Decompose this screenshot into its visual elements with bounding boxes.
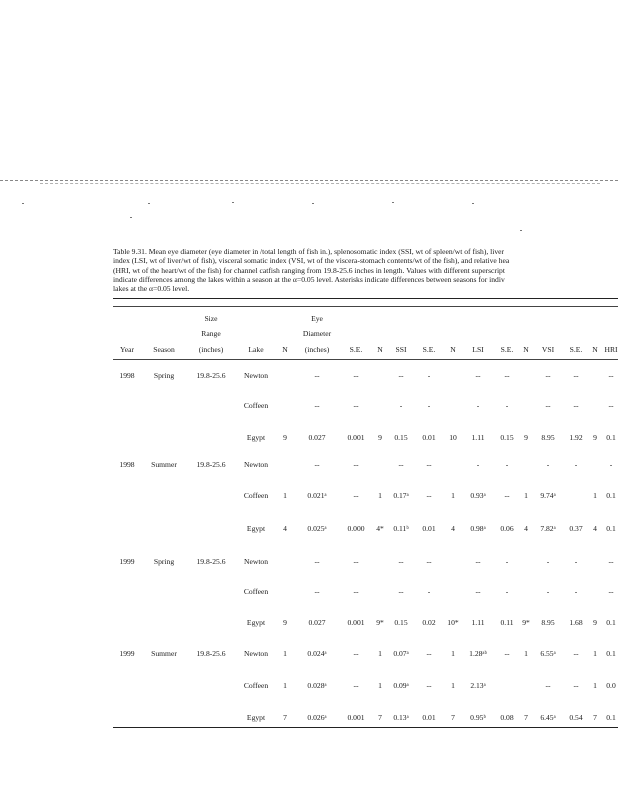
cell-lsi-se: - — [505, 557, 509, 566]
cell-eye-diameter: 0.021ᵃ — [307, 491, 327, 500]
header-hri: HRI — [604, 345, 618, 354]
scan-speck — [232, 202, 234, 203]
header-n: N — [450, 345, 456, 354]
cell-ssi: 0.07ᵃ — [393, 649, 409, 658]
cell-n: 9 — [378, 433, 382, 442]
cell-hri: -- — [608, 401, 614, 410]
cell-eye-diameter: 0.027 — [308, 618, 326, 627]
cell-n: 10* — [447, 618, 459, 627]
cell-eye-se: -- — [353, 371, 359, 380]
cell-lsi-se: -- — [504, 371, 510, 380]
cell-size-range: 19.8-25.6 — [196, 649, 226, 658]
cell-ssi-se: -- — [426, 491, 432, 500]
cell-n: 4 — [283, 524, 287, 533]
cell-ssi-se: - — [427, 371, 431, 380]
cell-ssi: 0.15 — [394, 618, 408, 627]
cell-n: 1 — [593, 649, 597, 658]
cell-ssi: 0.09ᵃ — [393, 681, 409, 690]
header-se: S.E. — [349, 345, 363, 354]
cell-n: 9 — [593, 618, 597, 627]
header-vsi: VSI — [541, 345, 555, 354]
cell-n: 1 — [378, 491, 382, 500]
cell-eye-diameter: 0.025ᵃ — [307, 524, 327, 533]
cell-season: Spring — [153, 557, 175, 566]
cell-ssi-se: -- — [426, 460, 432, 469]
scan-speck — [130, 217, 132, 218]
cell-vsi-se: -- — [573, 371, 579, 380]
cell-n: 1 — [593, 491, 597, 500]
cell-lsi-se: 0.08 — [500, 713, 514, 722]
cell-hri: 0.1 — [606, 491, 616, 500]
cell-lsi-se: -- — [504, 649, 510, 658]
cell-hri: 0.0 — [606, 681, 616, 690]
cell-ssi: 0.15 — [394, 433, 408, 442]
cell-ssi-se: -- — [426, 557, 432, 566]
scan-speck — [520, 230, 522, 231]
cell-ssi-se: 0.01 — [422, 524, 436, 533]
cell-season: Spring — [153, 371, 175, 380]
cell-eye-se: 0.001 — [347, 618, 365, 627]
cell-vsi: 7.82ᵃ — [540, 524, 556, 533]
cell-lake: Newton — [243, 371, 269, 380]
cell-hri: -- — [608, 587, 614, 596]
cell-hri: -- — [608, 371, 614, 380]
caption-line: index (LSI, wt of liver/wt of fish), visceral somatic index (VSI, wt of the viscera-stomach contents/wt of the fish), and relative hea — [113, 256, 510, 266]
cell-n: 7 — [283, 713, 287, 722]
cell-n: 1 — [378, 681, 382, 690]
scan-speck — [392, 202, 394, 203]
cell-n: 1 — [283, 649, 287, 658]
cell-hri: 0.1 — [606, 618, 616, 627]
cell-n: 4 — [524, 524, 528, 533]
scan-speck — [22, 203, 24, 204]
cell-n: 1 — [283, 681, 287, 690]
cell-eye-diameter: 0.027 — [308, 433, 326, 442]
cell-lake: Coffeen — [243, 401, 269, 410]
cell-n: 1 — [524, 649, 528, 658]
caption-line: (HRI, wt of the heart/wt of the fish) for channel catfish ranging from 19.8-25.6 inches in length. Values with different superscript — [113, 265, 505, 275]
cell-vsi: - — [546, 557, 550, 566]
table-bottom-rule — [113, 727, 618, 728]
cell-eye-diameter: -- — [314, 460, 320, 469]
cell-n: 1 — [451, 681, 455, 690]
header-eye-3: (inches) — [304, 345, 330, 354]
cell-lsi: - — [476, 401, 480, 410]
cell-eye-se: 0.001 — [347, 713, 365, 722]
cell-vsi: 8.95 — [541, 433, 555, 442]
cell-season: Summer — [151, 649, 177, 658]
cell-vsi: 8.95 — [541, 618, 555, 627]
cell-n: 7 — [451, 713, 455, 722]
cell-lake: Egypt — [246, 524, 266, 533]
cell-eye-diameter: 0.026ᵃ — [307, 713, 327, 722]
cell-lsi-se: - — [505, 587, 509, 596]
header-se: S.E. — [422, 345, 436, 354]
table-top-rule — [113, 298, 618, 299]
cell-lsi-se: 0.06 — [500, 524, 514, 533]
cell-eye-se: 0.001 — [347, 433, 365, 442]
cell-lsi: -- — [475, 371, 481, 380]
cell-lsi: - — [476, 460, 480, 469]
cell-vsi: - — [546, 587, 550, 596]
cell-lake: Egypt — [246, 713, 266, 722]
cell-ssi-se: 0.01 — [422, 713, 436, 722]
cell-vsi: 6.55ᵃ — [540, 649, 556, 658]
cell-n: 1 — [451, 649, 455, 658]
cell-eye-se: -- — [353, 491, 359, 500]
cell-ssi-se: 0.02 — [422, 618, 436, 627]
header-n: N — [377, 345, 383, 354]
cell-ssi-se: -- — [426, 681, 432, 690]
cell-eye-diameter: 0.024ᵃ — [307, 649, 327, 658]
cell-lsi: 1.11 — [471, 433, 485, 442]
cell-lsi: 1.11 — [471, 618, 485, 627]
cell-vsi-se: -- — [573, 649, 579, 658]
cell-vsi-se: - — [574, 460, 578, 469]
cell-ssi: -- — [398, 587, 404, 596]
cell-lsi-se: 0.15 — [500, 433, 514, 442]
cell-vsi-se: 1.92 — [569, 433, 583, 442]
cell-size-range: 19.8-25.6 — [196, 460, 226, 469]
cell-vsi: 9.74ᵃ — [540, 491, 556, 500]
cell-ssi: -- — [398, 557, 404, 566]
cell-lsi-se: -- — [504, 491, 510, 500]
cell-n: 4 — [593, 524, 597, 533]
cell-lake: Coffeen — [243, 587, 269, 596]
cell-eye-diameter: -- — [314, 557, 320, 566]
header-size-2: Range — [201, 329, 221, 338]
cell-lsi: 0.93ᵃ — [470, 491, 486, 500]
cell-hri: 0.1 — [606, 524, 616, 533]
cell-ssi-se: - — [427, 587, 431, 596]
cell-n: 1 — [524, 491, 528, 500]
cell-lsi-se: - — [505, 460, 509, 469]
cell-lsi: -- — [475, 557, 481, 566]
cell-lake: Newton — [243, 557, 269, 566]
cell-n: 4 — [451, 524, 455, 533]
cell-vsi: -- — [545, 371, 551, 380]
cell-n: 1 — [593, 681, 597, 690]
cell-year: 1999 — [119, 557, 135, 566]
cell-vsi-se: 0.37 — [569, 524, 583, 533]
cell-year: 1999 — [119, 649, 135, 658]
cell-vsi: 6.45ᵃ — [540, 713, 556, 722]
cell-lsi: 0.98ᵃ — [470, 524, 486, 533]
caption-line: indicate differences among the lakes within a season at the α=0.05 level. Asterisks indicate differences between seasons for indiv — [113, 274, 505, 284]
cell-eye-se: -- — [353, 460, 359, 469]
cell-n: 9 — [593, 433, 597, 442]
scan-artifact-line — [0, 180, 618, 182]
scan-artifact-line — [40, 183, 600, 185]
cell-eye-se: 0.000 — [347, 524, 365, 533]
cell-vsi-se: - — [574, 587, 578, 596]
header-se: S.E. — [500, 345, 514, 354]
cell-n: 1 — [378, 649, 382, 658]
header-year: Year — [120, 345, 134, 354]
cell-n: 1 — [283, 491, 287, 500]
caption-line: lakes at the α=0.05 level. — [113, 284, 190, 294]
cell-lake: Newton — [243, 460, 269, 469]
cell-ssi-se: 0.01 — [422, 433, 436, 442]
header-bottom-rule — [113, 359, 618, 360]
cell-n: 7 — [378, 713, 382, 722]
cell-vsi-se: 0.54 — [569, 713, 583, 722]
header-size-3: (inches) — [198, 345, 224, 354]
cell-vsi: -- — [545, 401, 551, 410]
header-lake: Lake — [248, 345, 264, 354]
cell-vsi: -- — [545, 681, 551, 690]
cell-lake: Coffeen — [243, 491, 269, 500]
cell-eye-se: -- — [353, 557, 359, 566]
cell-n: 7 — [524, 713, 528, 722]
cell-n: 9 — [283, 433, 287, 442]
cell-hri: 0.1 — [606, 433, 616, 442]
cell-lsi-se: - — [505, 401, 509, 410]
cell-ssi-se: -- — [426, 649, 432, 658]
header-n: N — [592, 345, 598, 354]
cell-eye-se: -- — [353, 401, 359, 410]
header-eye-1: Eye — [311, 314, 323, 323]
cell-year: 1998 — [119, 371, 135, 380]
cell-lake: Egypt — [246, 433, 266, 442]
cell-eye-diameter: -- — [314, 371, 320, 380]
header-ssi: SSI — [395, 345, 407, 354]
cell-vsi-se: 1.68 — [569, 618, 583, 627]
cell-n: 9 — [283, 618, 287, 627]
cell-n: 10 — [449, 433, 457, 442]
cell-lsi-se: 0.11 — [500, 618, 514, 627]
cell-eye-diameter: 0.028ᵃ — [307, 681, 327, 690]
cell-vsi-se: -- — [573, 401, 579, 410]
cell-vsi-se: - — [574, 557, 578, 566]
header-n: N — [523, 345, 529, 354]
cell-ssi: 0.17ᵃ — [393, 491, 409, 500]
cell-year: 1998 — [119, 460, 135, 469]
cell-n: 9 — [524, 433, 528, 442]
cell-lsi: -- — [475, 587, 481, 596]
cell-eye-se: -- — [353, 587, 359, 596]
cell-n: 7 — [593, 713, 597, 722]
cell-lsi: 0.95ᵇ — [470, 713, 486, 722]
cell-n: 1 — [451, 491, 455, 500]
header-n: N — [282, 345, 288, 354]
header-size-1: Size — [204, 314, 218, 323]
cell-ssi: 0.13ᵃ — [393, 713, 409, 722]
cell-vsi: - — [546, 460, 550, 469]
cell-hri: -- — [608, 557, 614, 566]
cell-lake: Coffeen — [243, 681, 269, 690]
header-se: S.E. — [569, 345, 583, 354]
scan-speck — [148, 203, 150, 204]
cell-lsi: 1.28ᵃᵇ — [469, 649, 487, 658]
cell-ssi-se: - — [427, 401, 431, 410]
table-top-rule-secondary — [113, 306, 618, 307]
scan-speck — [312, 203, 314, 204]
cell-eye-diameter: -- — [314, 587, 320, 596]
header-lsi: LSI — [472, 345, 484, 354]
cell-hri: 0.1 — [606, 649, 616, 658]
cell-ssi: 0.11ᵇ — [393, 524, 409, 533]
caption-line: Table 9.31. Mean eye diameter (eye diameter in /total length of fish in.), splenosomatic index (SSI, wt of spleen/wt of fish), liver — [113, 247, 505, 256]
cell-n: 9* — [376, 618, 384, 627]
scan-speck — [472, 203, 474, 204]
cell-lsi: 2.13ᵃ — [470, 681, 486, 690]
cell-size-range: 19.8-25.6 — [196, 371, 226, 380]
cell-hri: 0.1 — [606, 713, 616, 722]
cell-eye-se: -- — [353, 649, 359, 658]
cell-n: 4* — [376, 524, 384, 533]
cell-eye-se: -- — [353, 681, 359, 690]
cell-season: Summer — [151, 460, 177, 469]
header-eye-2: Diameter — [302, 329, 332, 338]
header-season: Season — [153, 345, 175, 354]
table-caption — [113, 247, 618, 293]
cell-eye-diameter: -- — [314, 401, 320, 410]
cell-n: 9* — [522, 618, 530, 627]
cell-lake: Newton — [243, 649, 269, 658]
cell-ssi: -- — [398, 460, 404, 469]
cell-ssi: - — [399, 401, 403, 410]
cell-lake: Egypt — [246, 618, 266, 627]
cell-vsi-se: -- — [573, 681, 579, 690]
cell-hri: - — [609, 460, 613, 469]
cell-ssi: -- — [398, 371, 404, 380]
cell-size-range: 19.8-25.6 — [196, 557, 226, 566]
